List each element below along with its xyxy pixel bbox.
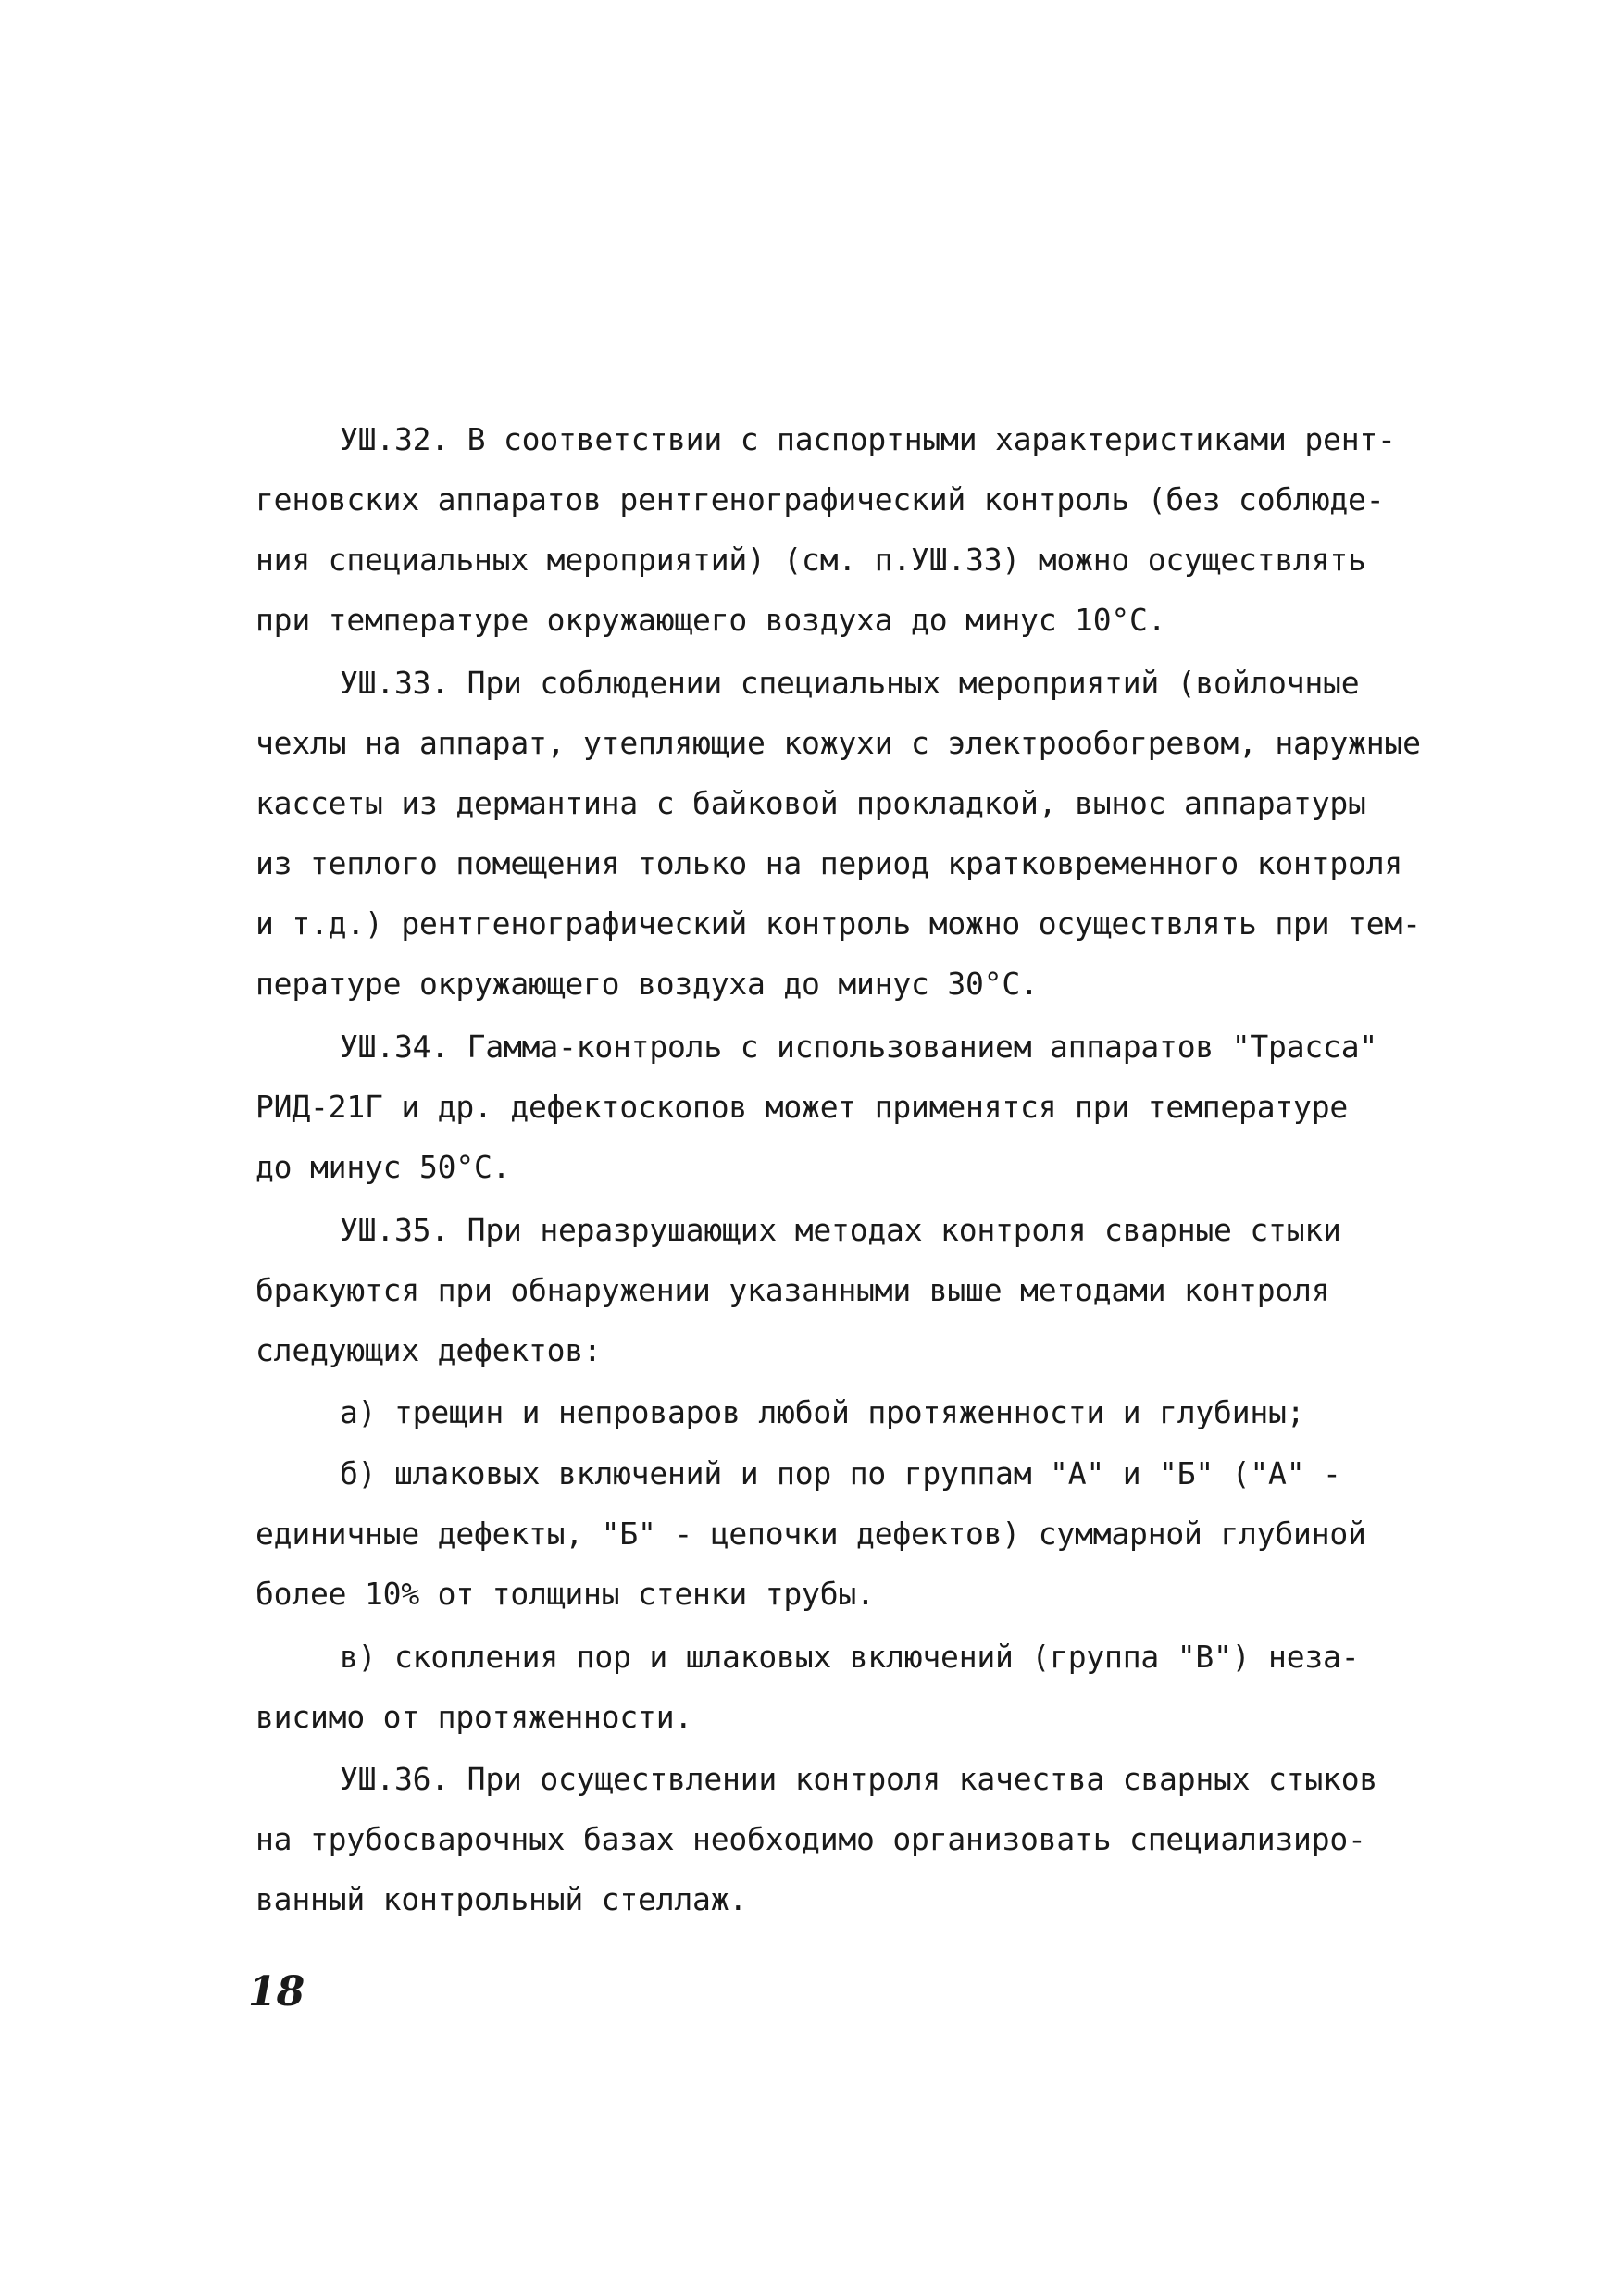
- paragraph-33-line-5: и т.д.) рентгенографический контроль можно осуществлять при тем-: [255, 905, 1421, 942]
- list-item-c-line-2: висимо от протяженности.: [255, 1699, 693, 1735]
- paragraph-33-line-1: УШ.33. При соблюдении специальных мероприятий (войлочные: [340, 665, 1360, 701]
- paragraph-33-line-6: пературе окружающего воздуха до минус 30°С.: [255, 966, 1039, 1002]
- paragraph-35-line-3: следующих дефектов:: [255, 1332, 602, 1368]
- paragraph-33-line-2: чехлы на аппарат, утепляющие кожухи с электрообогревом, наружные: [255, 725, 1421, 761]
- paragraph-35-line-1: УШ.35. При неразрушающих методах контроля сварные стыки: [340, 1212, 1341, 1248]
- list-item-b-line-2: единичные дефекты, "Б" - цепочки дефектов) суммарной глубиной: [255, 1516, 1366, 1552]
- page-number: 18: [248, 1968, 305, 2015]
- paragraph-33-line-3: кассеты из дермантина с байковой прокладкой, вынос аппаратуры: [255, 785, 1366, 821]
- paragraph-32-line-2: геновских аппаратов рентгенографический контроль (без соблюде-: [255, 481, 1385, 518]
- paragraph-34-line-1: УШ.34. Гамма-контроль с использованием аппаратов "Трасса": [340, 1029, 1378, 1065]
- list-item-b-line-1: б) шлаковых включений и пор по группам "А" и "Б" ("А" -: [340, 1455, 1341, 1491]
- list-item-a-line-1: а) трещин и непроваров любой протяженности и глубины;: [340, 1394, 1305, 1430]
- paragraph-35-line-2: бракуются при обнаружении указанными выше методами контроля: [255, 1272, 1330, 1308]
- paragraph-34-line-2: РИД-21Г и др. дефектоскопов может применятся при температуре: [255, 1089, 1349, 1125]
- paragraph-36-line-1: УШ.36. При осуществлении контроля качества сварных стыков: [340, 1761, 1378, 1797]
- list-item-b-line-3: более 10% от толщины стенки трубы.: [255, 1576, 875, 1612]
- paragraph-32-line-1: УШ.32. В соответствии с паспортными характеристиками рент-: [340, 421, 1396, 457]
- paragraph-36-line-3: ванный контрольный стеллаж.: [255, 1881, 748, 1917]
- paragraph-36-line-2: на трубосварочных базах необходимо организовать специализиро-: [255, 1821, 1366, 1857]
- paragraph-32-line-3: ния специальных мероприятий) (см. п.УШ.33) можно осуществлять: [255, 542, 1366, 578]
- paragraph-33-line-4: из теплого помещения только на период кратковременного контроля: [255, 845, 1403, 881]
- paragraph-34-line-3: до минус 50°С.: [255, 1149, 511, 1185]
- paragraph-32-line-4: при температуре окружающего воздуха до минус 10°С.: [255, 602, 1166, 638]
- list-item-c-line-1: в) скопления пор и шлаковых включений (группа "В") неза-: [340, 1639, 1360, 1675]
